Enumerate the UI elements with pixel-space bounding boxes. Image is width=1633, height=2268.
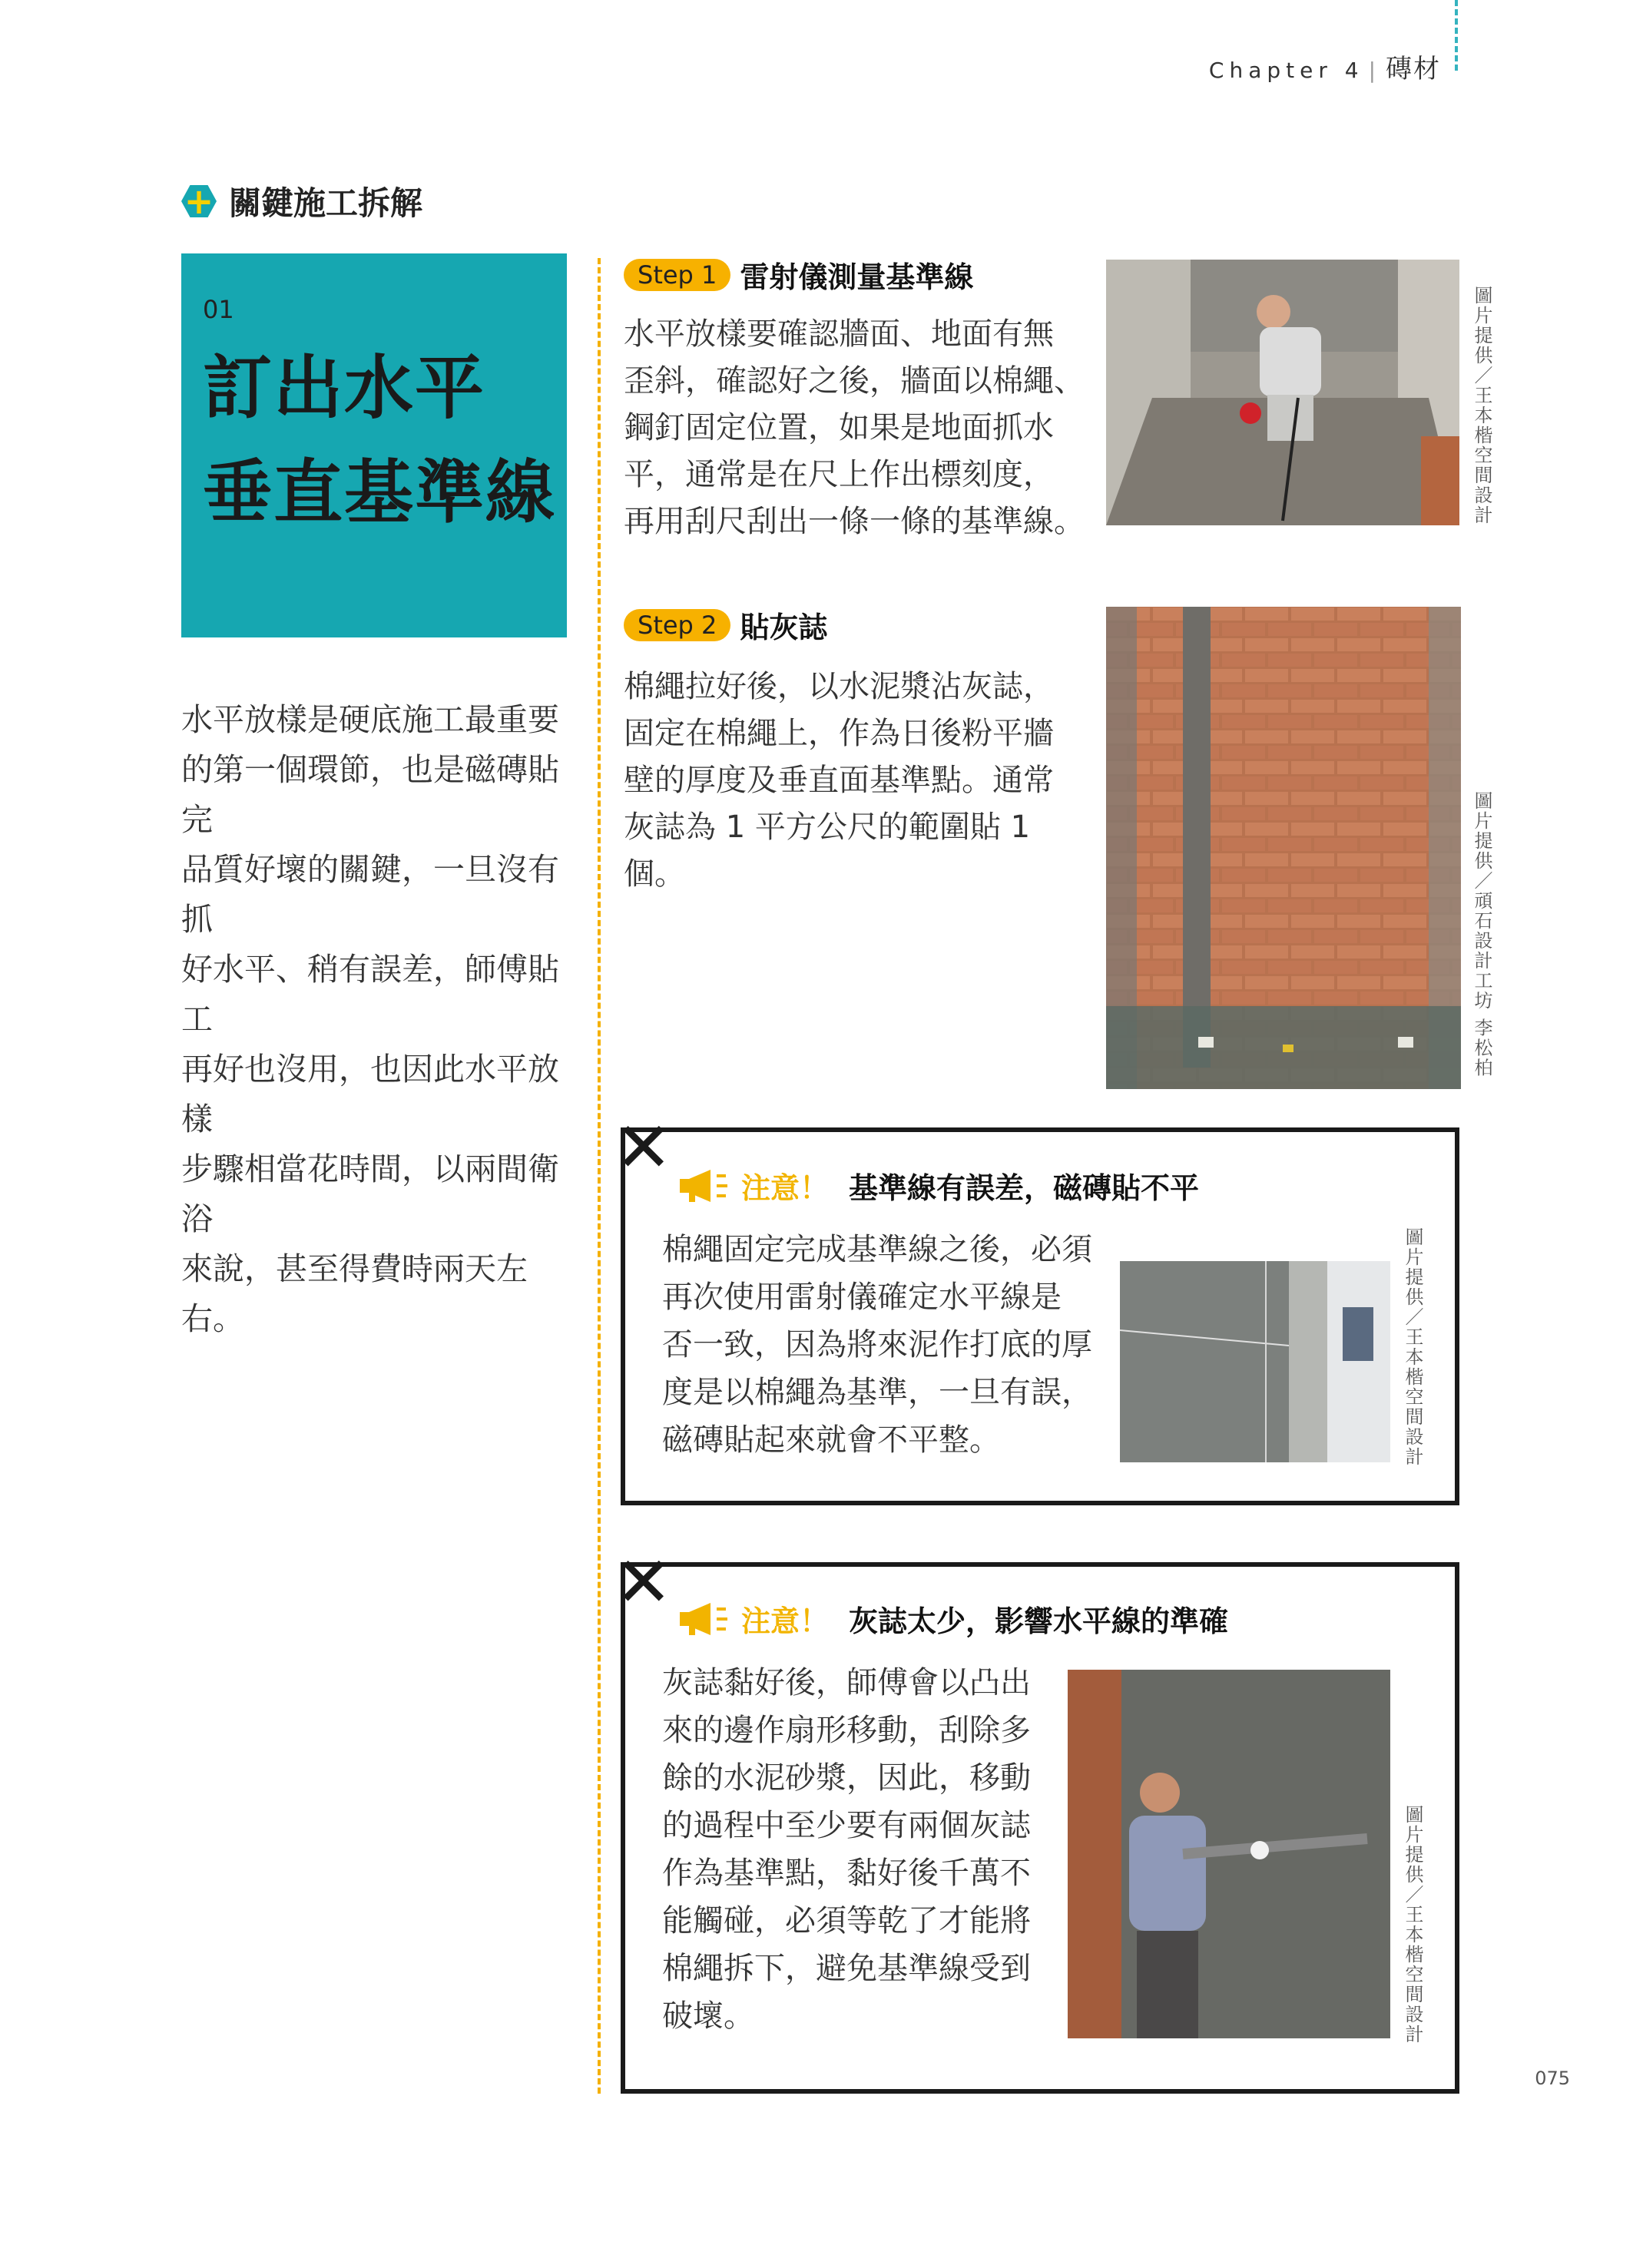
step2-line: 壁的厚度及垂直面基準點。通常 (624, 763, 1054, 798)
running-header (1209, 48, 1441, 85)
column-divider (598, 258, 601, 2094)
step2-line: 灰誌為 1 平方公尺的範圍貼 1 個。 (624, 810, 1031, 892)
notice1-line: 棉繩固定完成基準線之後，必須 (662, 1232, 1092, 1267)
notice1-heading (680, 1164, 1199, 1207)
notice2-line: 能觸碰，必須等乾了才能將 (662, 1903, 1031, 1939)
step1-photo (1106, 260, 1459, 525)
notice2-line: 餘的水泥砂漿，因此，移動 (662, 1760, 1031, 1796)
step2-title: 貼灰誌 (740, 611, 828, 644)
step1-line: 鋼釘固定位置，如果是地面抓水 (624, 410, 1054, 445)
intro-line: 品質好壞的關鍵，一旦沒有抓 (181, 851, 559, 938)
notice2-line: 破壞。 (662, 1998, 754, 2034)
notice1-line: 否一致，因為將來泥作打底的厚 (662, 1327, 1092, 1362)
notice1-body (662, 1226, 1092, 1464)
notice1-line: 再次使用雷射儀確定水平線是 (662, 1280, 1062, 1315)
step1-credit: 圖片提供／王本楷空間設計 (1471, 286, 1492, 525)
notice1-photo (1120, 1261, 1390, 1462)
intro-line: 的第一個環節，也是磁磚貼完 (181, 751, 559, 838)
step2-line: 棉繩拉好後，以水泥漿沾灰誌， (624, 669, 1054, 704)
intro-line: 步驟相當花時間，以兩間衛浴 (181, 1151, 559, 1237)
cross-mark-icon: ✕ (614, 1108, 673, 1188)
notice2-tag: 注意！ (741, 1604, 830, 1638)
step2-heading (624, 604, 827, 646)
notice1-title: 基準線有誤差，磁磚貼不平 (849, 1171, 1200, 1205)
notice1-line: 度是以棉繩為基準，一旦有誤， (662, 1375, 1092, 1410)
title-box (181, 253, 567, 637)
notice2-line: 的過程中至少要有兩個灰誌 (662, 1808, 1031, 1843)
notice2-line: 作為基準點，黏好後千萬不 (662, 1856, 1031, 1891)
notice1-line: 磁磚貼起來就會不平整。 (662, 1422, 1000, 1458)
step1-body (624, 311, 1085, 545)
notice2-heading (680, 1598, 1228, 1640)
notice2-body (662, 1659, 1062, 2040)
step1-pill: Step 1 (624, 259, 730, 291)
notice2-line: 來的邊作扇形移動，刮除多 (662, 1713, 1031, 1748)
step1-heading (624, 253, 973, 296)
intro-line: 好水平、稍有誤差，師傅貼工 (181, 951, 559, 1038)
page-title-line-1: 訂出水平 (203, 348, 485, 429)
cross-mark-icon: ✕ (614, 1542, 673, 1623)
page-title (203, 336, 556, 545)
step1-line: 水平放樣要確認牆面、地面有無 (624, 316, 1054, 352)
step1-line: 再用刮尺刮出一條一條的基準線。 (624, 504, 1085, 539)
intro-line: 水平放樣是硬底施工最重要 (181, 701, 559, 738)
step2-photo (1106, 607, 1461, 1089)
page-number: 075 (1535, 2068, 1570, 2089)
chapter-topic: 磚材 (1386, 54, 1441, 84)
step2-line: 固定在棉繩上，作為日後粉平牆 (624, 716, 1054, 751)
plus-hexagon-icon (181, 185, 217, 217)
section-title: 關鍵施工拆解 (229, 184, 423, 222)
step1-line: 歪斜，確認好之後，牆面以棉繩、 (624, 363, 1085, 399)
intro-paragraph (181, 695, 581, 1344)
step2-pill: Step 2 (624, 609, 730, 641)
notice1-tag: 注意！ (741, 1171, 830, 1205)
step2-body (624, 664, 1085, 898)
notice1-credit: 圖片提供／王本楷空間設計 (1402, 1227, 1423, 1467)
notice2-credit: 圖片提供／王本楷空間設計 (1402, 1805, 1423, 2045)
intro-line: 來說，甚至得費時兩天左右。 (181, 1250, 528, 1337)
header-separator: | (1368, 58, 1381, 83)
section-heading (181, 178, 422, 224)
step2-credit: 圖片提供／頑石設計工坊 李松柏 (1471, 791, 1492, 1078)
notice2-line: 棉繩拆下，避免基準線受到 (662, 1951, 1031, 1986)
chapter-label: Chapter 4 (1208, 58, 1364, 83)
step1-title: 雷射儀測量基準線 (740, 260, 974, 294)
notice2-title: 灰誌太少，影響水平線的準確 (849, 1604, 1229, 1638)
header-dashed-rule (1455, 0, 1458, 71)
intro-line: 再好也沒用，也因此水平放樣 (181, 1051, 559, 1137)
page-title-line-2: 垂直基準線 (203, 452, 556, 533)
title-number: 01 (203, 295, 234, 324)
megaphone-icon (680, 1601, 729, 1637)
step1-line: 平，通常是在尺上作出標刻度， (624, 457, 1054, 492)
megaphone-icon (680, 1168, 729, 1204)
notice2-line: 灰誌黏好後，師傅會以凸出 (662, 1665, 1031, 1700)
notice2-photo (1068, 1670, 1390, 2038)
